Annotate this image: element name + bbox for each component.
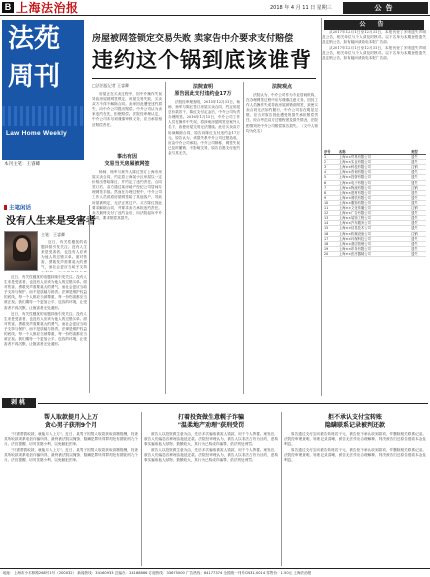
column-body-text-2: 近日，有关性骚扰的话题持续引发关注。没有人生来是受害者，也没有人应该为他人的过错买单。面对伤害，勇敢发声需要莫大的勇气，而社会更应当给予支持与保护，而不是质疑与指责。法律是维护权益的底线，每一个人都应当被尊重，每一份伤害都应当被正视。我们期待一个更加公平、包容的环境，让受害者不再沉默，让施害者无处遁形。 (4, 311, 87, 347)
page-footer: 地址：上海市小木桥路268号1号（200032） 新闻热线：34160933 总编办：24188866 订阅热线：33675000 广告热线：64177374 全国统一刊号CN31-0014 零售价：1.50元 上海法治报 (0, 568, 430, 577)
lead-intro-text: 房屋正在买卖过程中，因中介操作失误导致房屋被网签锁定，房屋交易失败，买卖双方不得不解除合同。卖家因此遭受违约损失，向中介公司提出赔偿。中介公司认为卖家违约在先，拒绝赔偿。法院经审理认定，中介公司未尽到谨慎审核义务，应当承担相应赔偿责任。 (92, 92, 162, 127)
bottom-head-2a: 打着投资做生意幌子诈骗 (177, 414, 244, 421)
bottom-body-2-text: 被告人以投资做生意为由，先后多次骗取被害人钱款，用于个人挥霍。案发后，被告人仍编造各种理由拖延还款。法院经审理认为，被告人以非法占有为目的，虚构事实骗取他人财物，数额较大，其行为已构成诈骗罪，依法判处刑罚。 (144, 432, 278, 447)
column-rule (141, 412, 142, 566)
table-cell: 遗失 (411, 236, 426, 241)
bottom-head-1b: 贪心男子获刑9个月 (44, 422, 98, 429)
table-cell: 上海××环保科技公司 (339, 236, 411, 241)
table-cell: 遗失 (411, 160, 426, 165)
masthead-title-2: 周刊 (8, 62, 61, 92)
table-cell: 3 (324, 165, 339, 170)
table-cell: 上海××实业有限公司 (339, 160, 411, 165)
masthead-english: Law Home Weekly (6, 130, 68, 137)
masthead-decoration (2, 106, 84, 126)
lead-subtitle: 房屋被网签锁定交易失败 卖家告中介要求支付赔偿 (92, 34, 294, 44)
table-cell: 4 (324, 170, 339, 175)
bottom-body-3-text-2: 原告通过支付宝向被告转账若干元，被告拒不承认收到款项，并删除相关联系记录。法院经审理查明，转账记录清晰，被告无法作出合理解释，判决被告归还原告借款本金及利息。 (284, 448, 426, 463)
column-author: 主笔：王睿卿 (41, 232, 65, 237)
column-rule (89, 205, 90, 393)
column-tag: 主笔闲话 (4, 205, 31, 213)
table-cell: 6 (324, 180, 339, 185)
lead-body2 (168, 100, 240, 392)
column-body-text: 近日，有关性骚扰的话题持续引发关注。没有人生来是受害者，也没有人应该为他人的过错买单。面对伤害，勇敢发声需要莫大的勇气，而社会更应当给予支持与保护，而不是质疑与指责。法律是维护权益的底线，每一个人都应当被尊重，每一份伤害都应当被正视。我们期待一个更加公平、包容的环境，让受害者不再沉默，让施害者无处遁形。 (4, 275, 87, 310)
lead-sub1: 事出有因 (116, 154, 137, 160)
table-cell: 9 (324, 195, 339, 200)
table-cell: 上海××服饰有限公司 (339, 200, 411, 205)
table-cell: 19 (324, 246, 339, 251)
table-cell: 上海××装饰工程公司 (339, 216, 411, 221)
table-cell: 1 (324, 155, 339, 160)
table-cell: 遗失 (411, 170, 426, 175)
table-cell: 上海××文化传播公司 (339, 206, 411, 211)
table-cell: 13 (324, 216, 339, 221)
photo-face (16, 238, 28, 252)
table-cell: 上海××广告有限公司 (339, 211, 411, 216)
author-photo (4, 231, 38, 271)
bottom-body-3 (284, 432, 426, 566)
table-cell: 11 (324, 206, 339, 211)
lead-body1-text: 杨师、杨军与案外人陈红签订上海市房屋买卖合同，约定将上海某小区房屋以一定价格出售给陈红，并约定了违约责任。合同签订后，双方通过某房地产经纪公司居间办理网签手续。然而在办理过程中，中介公司工作人员误将房屋网签给了其他客户，导致房屋被锁定，无法正常过户。买方陈红因此要求解除合同，并要求卖方承担违约责任。卖方最终支付了违约金后，向法院起诉中介公司，要求赔偿其损失。 (92, 170, 162, 220)
table-cell: 上海××信息技术公司 (339, 226, 411, 231)
table-cell: 上海××机械设备公司 (339, 231, 411, 236)
masthead-title-1: 法苑 (8, 24, 61, 54)
table-cell: 遗失 (411, 195, 426, 200)
bottom-line (38, 403, 428, 404)
table-cell: 遗失 (411, 190, 426, 195)
bottom-body-1-text-2: "只需帮我取款，就能月入上万"。近日，某男子因帮人取款获取高额报酬，经查其所取款项系电信诈骗所得，最终被法院以掩饰、隐瞒犯罪所得罪判处有期徒刑九个月。法官提醒，切勿贪图小利，以免触犯法律。 (4, 448, 138, 463)
table-cell: 遗失 (411, 175, 426, 180)
table-cell: 上海××科技有限公司 (339, 165, 411, 170)
table-cell: 注销 (411, 165, 426, 170)
table-cell: 上海××餐饮有限公司 (339, 195, 411, 200)
table-cell: 上海××贸易有限公司 (339, 155, 411, 160)
lead-body3 (246, 93, 318, 393)
lead-sub2b: 原告因此支付违约金17万 (174, 91, 232, 97)
table-cell: 遗失 (411, 155, 426, 160)
table-cell: 遗失 (411, 200, 426, 205)
table-cell: 遗失 (411, 251, 426, 256)
page-number: B (2, 2, 14, 13)
lead-byline: □法治报记者 王睿卿 (92, 83, 130, 88)
bottom-head-1a: 帮人取款提月入上万 (43, 414, 98, 421)
column-body-top-text: 近日，有关性骚扰的话题持续引发关注。没有人生来是受害者，也没有人应该为他人的过错买单。面对伤害，勇敢发声需要莫大的勇气，而社会更应当给予支持 (41, 240, 87, 270)
table-cell: 遗失 (411, 241, 426, 246)
column-rule (165, 82, 166, 394)
lead-body1 (92, 170, 162, 392)
page-header (0, 0, 430, 16)
bottom-tag: 剥桃 (2, 398, 36, 408)
table-cell: 遗失 (411, 180, 426, 185)
table-cell: 上海××电子有限公司 (339, 180, 411, 185)
table-header: 类型 (411, 150, 426, 155)
bottom-body-2-text-2: 被告人以投资做生意为由，先后多次骗取被害人钱款，用于个人挥霍。案发后，被告人仍编造各种理由拖延还款。法院经审理认为，被告人以非法占有为目的，虚构事实骗取他人财物，数额较大，其行为已构成诈骗罪，依法判处刑罚。 (144, 448, 278, 463)
table-cell: 15 (324, 226, 339, 231)
lead-sub3: 法院观点 (271, 84, 292, 90)
lead-sub2: 法院查明 (192, 84, 213, 90)
column-body (4, 275, 87, 393)
table-cell: 遗失 (411, 216, 426, 221)
masthead (2, 20, 84, 160)
table-row (324, 251, 426, 256)
lead-title: 违约这个锅到底该谁背 (92, 48, 312, 72)
column-rule (243, 82, 244, 394)
bottom-head-2b: "温柔地产劝理"获刑受罚 (177, 422, 245, 429)
table-cell: 遗失 (411, 246, 426, 251)
table-cell: 上海××咨询有限公司 (339, 170, 411, 175)
table-cell: 20 (324, 251, 339, 256)
table-header: 名称 (339, 150, 411, 155)
table-cell: 12 (324, 211, 339, 216)
table-cell: 上海××建材有限公司 (339, 190, 411, 195)
table-cell: 上海××印务有限公司 (339, 246, 411, 251)
table-cell: 7 (324, 185, 339, 190)
table-cell: 遗失 (411, 221, 426, 226)
bottom-body-2 (144, 432, 278, 566)
lead-body2-text: 法院经审理查明，2015年12月31日，杨师、杨军与陈红签订房屋买卖合同，约定房屋总价款若干，陈红支付定金后，中介公司负责办理网签。2016年1月15日，中介公司工作人员在操作中失误，将涉案房屋网签至案外人名下，致使房屋交易无法继续。此后买卖双方协商解除合同，原告向陈红支付违约金17万元。原告认为，该损失系中介公司过错造成，应由中介公司承担。中介公司辩称，网签失误已及时撤销，不影响交易，原告自愿支付违约金与其无关。 (168, 100, 240, 155)
table-cell: 14 (324, 221, 339, 226)
table-cell: 注销 (411, 231, 426, 236)
bottom-head-3b: 隐瞒联系记录被判还款 (324, 422, 385, 429)
table-cell: 5 (324, 175, 339, 180)
lead-divider (92, 78, 316, 79)
column-body-top (41, 240, 87, 272)
table-cell: 16 (324, 231, 339, 236)
table-cell: 10 (324, 200, 339, 205)
newspaper-logo: 上海法治报 (16, 1, 79, 15)
table-cell: 遗失 (411, 226, 426, 231)
announce-body-text-2: 从2017年12月1日至12月31日，本报刊登了多则遗失声明及公告，相关单位与个人请及时核对。以下名单为本期登报遗失及注销公告，如有疑问请致电本报广告部。 (322, 46, 426, 61)
lead-sub1b: 交易当天房屋被网签 (104, 161, 150, 167)
announce-body-text: 从2017年12月1日至12月31日，本报刊登了多则遗失声明及公告，相关单位与个人请及时核对。以下名单为本期登报遗失及注销公告，如有疑问请致电本报广告部。 (322, 30, 426, 45)
lead-intro (92, 92, 162, 152)
bottom-band (2, 398, 428, 408)
issue-date: 2018 年 4 月 11 日 星期三 (270, 5, 332, 11)
table-cell: 上海××投资有限公司 (339, 175, 411, 180)
bottom-body-3-text: 原告通过支付宝向被告转账若干元，被告拒不承认收到款项，并删除相关联系记录。法院经审理查明，转账记录清晰，被告无法作出合理解释，判决被告归还原告借款本金及利息。 (284, 432, 426, 447)
bottom-head-3a: 拒不承认支付宝转账 (327, 414, 382, 421)
column-rule (281, 412, 282, 566)
table-cell: 上海××酒店管理公司 (339, 241, 411, 246)
table-cell: 17 (324, 236, 339, 241)
table-cell: 2 (324, 160, 339, 165)
masthead-editor: 本刊主笔：王睿卿 (4, 162, 40, 167)
table-cell: 注销 (411, 206, 426, 211)
lead-body3-text: 法院认为，中介公司作为专业居间机构，在办理网签过程中应尽谨慎注意义务。因其工作人员操作失误导致房屋被错误网签，致使买卖合同无法如约履行，中介公司存在明显过错，应当对原告因此遭受的损失承担赔偿责任。综合考虑双方过错程度及损失情况，法院酌情判决中介公司赔偿原告损失。（文中人物均为化名） (246, 93, 318, 133)
notice-table (324, 150, 426, 257)
table-cell: 上海××物流有限公司 (339, 185, 411, 190)
table-cell: 上海××医疗器械公司 (339, 251, 411, 256)
table-cell: 18 (324, 241, 339, 246)
announce-title: 公 告 (324, 20, 424, 30)
table-header: 序号 (324, 150, 339, 155)
bottom-body-1-text: "只需帮我取款，就能月入上万"。近日，某男子因帮人取款获取高额报酬，经查其所取款项系电信诈骗所得，最终被法院以掩饰、隐瞒犯罪所得罪判处有期徒刑九个月。法官提醒，切勿贪图小利，以免触犯法律。 (4, 432, 138, 447)
section-label: 公告 (343, 2, 428, 14)
table-cell: 8 (324, 190, 339, 195)
table-cell: 上海××汽车服务公司 (339, 221, 411, 226)
announce-body (322, 30, 426, 150)
bottom-body-1 (4, 432, 138, 566)
table-cell: 注销 (411, 185, 426, 190)
table-cell: 遗失 (411, 211, 426, 216)
column-title: 没有人生来是受害者 (6, 216, 96, 227)
